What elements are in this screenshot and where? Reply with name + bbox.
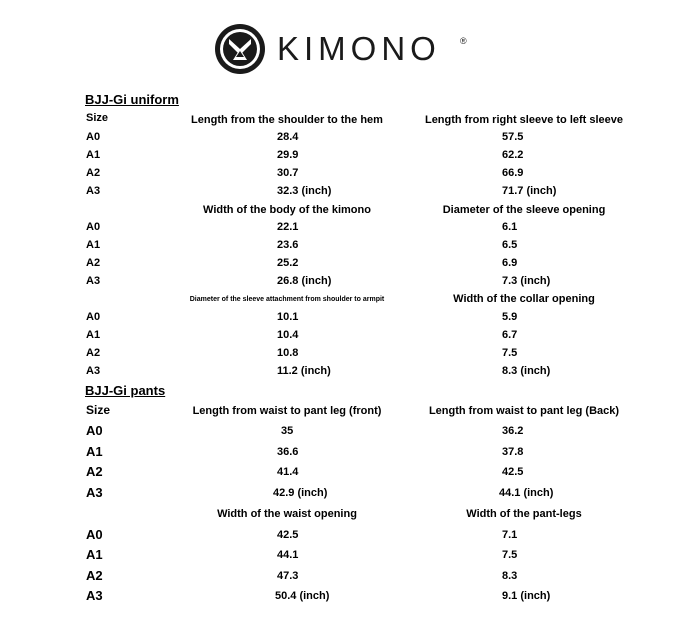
kimono-emblem-icon bbox=[213, 22, 267, 76]
row-value: 36.2 bbox=[502, 425, 524, 437]
column-header: Width of the pant-legs bbox=[466, 508, 582, 520]
row-size: A1 bbox=[86, 444, 103, 459]
column-header: Diameter of the sleeve attachment from shoulder to armpit bbox=[189, 296, 385, 303]
row-size: A2 bbox=[86, 568, 103, 583]
row-size: A2 bbox=[86, 167, 101, 179]
row-size: A3 bbox=[86, 275, 101, 287]
row-value: 23.6 bbox=[277, 239, 299, 251]
row-value: 9.1 (inch) bbox=[502, 590, 551, 602]
row-value: 42.5 bbox=[277, 529, 299, 541]
row-value: 44.1 bbox=[277, 549, 299, 561]
row-value: 57.5 bbox=[502, 131, 524, 143]
row-size: A0 bbox=[86, 311, 101, 323]
row-value: 36.6 bbox=[277, 446, 299, 458]
column-header: Diameter of the sleeve opening bbox=[442, 204, 606, 216]
row-value: 47.3 bbox=[277, 570, 299, 582]
brand-name: KIMONO bbox=[277, 30, 441, 67]
size-label: Size bbox=[86, 403, 111, 417]
column-header: Length from waist to pant leg (Back) bbox=[428, 405, 620, 417]
row-value: 42.5 bbox=[502, 466, 524, 478]
row-size: A2 bbox=[86, 464, 103, 479]
row-size: A3 bbox=[86, 185, 101, 197]
row-value: 7.1 bbox=[502, 529, 518, 541]
size-label: Size bbox=[86, 112, 109, 124]
row-value: 8.3 bbox=[502, 570, 518, 582]
row-value: 8.3 (inch) bbox=[502, 365, 551, 377]
row-value: 5.9 bbox=[502, 311, 518, 323]
row-value: 37.8 bbox=[502, 446, 524, 458]
row-value: 10.4 bbox=[277, 329, 299, 341]
row-size: A2 bbox=[86, 257, 101, 269]
row-value: 22.1 bbox=[277, 221, 299, 233]
row-size: A0 bbox=[86, 221, 101, 233]
row-size: A3 bbox=[86, 365, 101, 377]
registered-mark: ® bbox=[460, 36, 467, 46]
row-value: 44.1 (inch) bbox=[499, 487, 554, 499]
row-size: A0 bbox=[86, 423, 103, 438]
row-value: 6.5 bbox=[502, 239, 518, 251]
row-value: 66.9 bbox=[502, 167, 524, 179]
row-size: A3 bbox=[86, 485, 103, 500]
row-value: 29.9 bbox=[277, 149, 299, 161]
row-value: 6.9 bbox=[502, 257, 518, 269]
row-size: A0 bbox=[86, 527, 103, 542]
brand-logo bbox=[213, 22, 473, 76]
row-value: 10.1 bbox=[277, 311, 299, 323]
column-header: Width of the waist opening bbox=[217, 508, 357, 520]
column-header: Length from waist to pant leg (front) bbox=[192, 405, 382, 417]
row-value: 32.3 (inch) bbox=[277, 185, 332, 197]
row-size: A1 bbox=[86, 149, 101, 161]
row-value: 71.7 (inch) bbox=[502, 185, 557, 197]
row-value: 11.2 (inch) bbox=[277, 365, 331, 377]
row-size: A1 bbox=[86, 239, 101, 251]
row-value: 6.7 bbox=[502, 329, 518, 341]
row-size: A1 bbox=[86, 547, 103, 562]
column-header: Length from the shoulder to the hem bbox=[191, 114, 383, 126]
row-value: 7.3 (inch) bbox=[502, 275, 551, 287]
row-value: 35 bbox=[281, 425, 294, 437]
row-size: A0 bbox=[86, 131, 101, 143]
section-title-uniform: BJJ-Gi uniform bbox=[85, 92, 179, 107]
row-value: 10.8 bbox=[277, 347, 299, 359]
column-header: Width of the collar opening bbox=[453, 293, 595, 305]
row-value: 30.7 bbox=[277, 167, 299, 179]
column-header: Width of the body of the kimono bbox=[203, 204, 371, 216]
row-value: 7.5 bbox=[502, 549, 518, 561]
row-value: 50.4 (inch) bbox=[275, 590, 330, 602]
row-value: 25.2 bbox=[277, 257, 299, 269]
row-size: A3 bbox=[86, 588, 103, 603]
row-value: 28.4 bbox=[277, 131, 299, 143]
row-value: 6.1 bbox=[502, 221, 518, 233]
row-value: 41.4 bbox=[277, 466, 299, 478]
row-value: 62.2 bbox=[502, 149, 524, 161]
row-value: 7.5 bbox=[502, 347, 518, 359]
row-value: 26.8 (inch) bbox=[277, 275, 332, 287]
column-header: Length from right sleeve to left sleeve bbox=[424, 114, 624, 126]
row-size: A2 bbox=[86, 347, 101, 359]
section-title-pants: BJJ-Gi pants bbox=[85, 383, 166, 398]
row-size: A1 bbox=[86, 329, 101, 341]
row-value: 42.9 (inch) bbox=[273, 487, 328, 499]
